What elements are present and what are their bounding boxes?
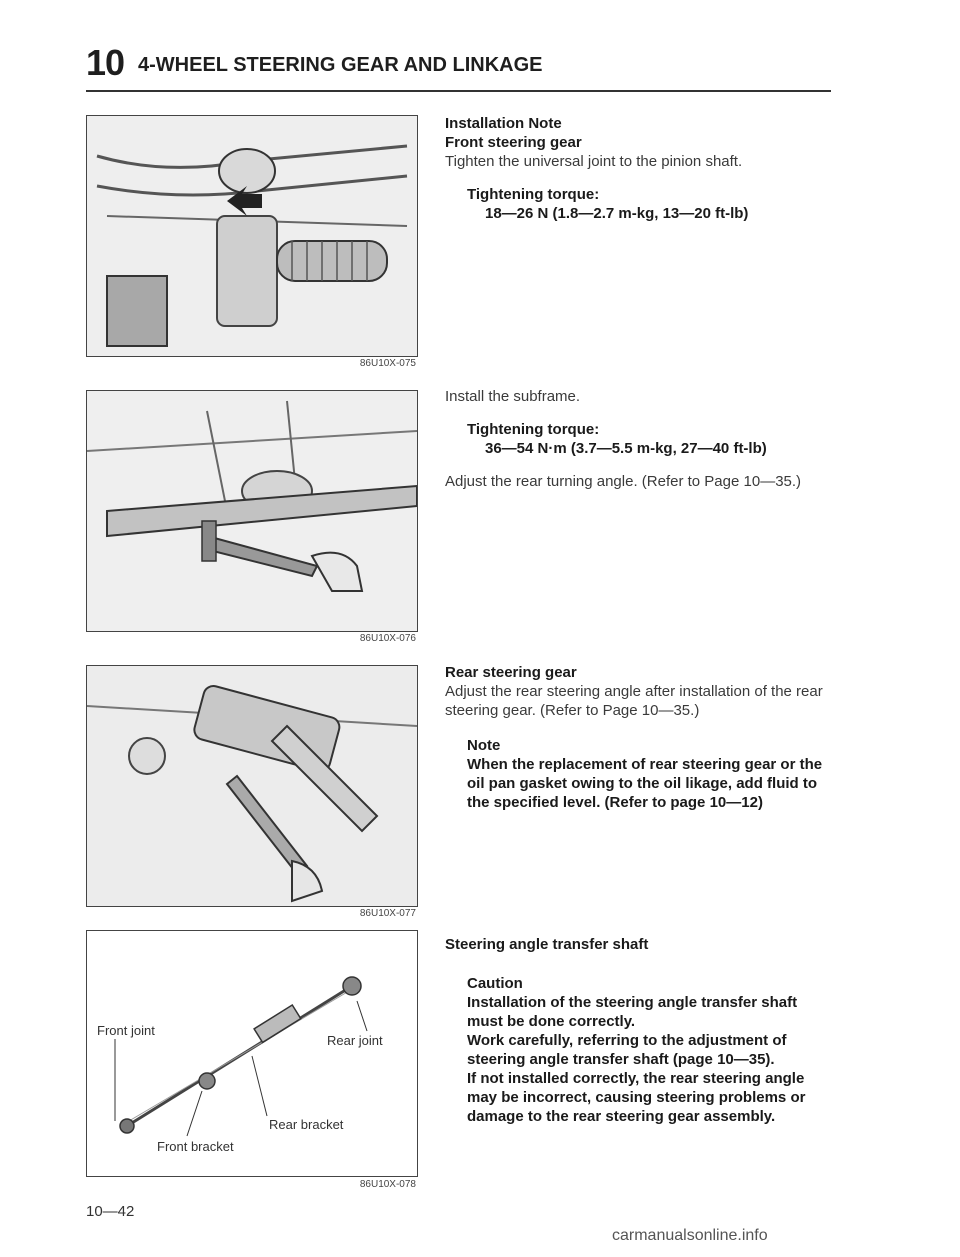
label-rear-joint: Rear joint — [327, 1033, 383, 1048]
watermark: carmanualsonline.info — [612, 1227, 768, 1244]
figure-subframe — [86, 390, 418, 632]
section-heading: Installation Note — [445, 115, 562, 132]
section-heading: Rear steering gear — [445, 664, 577, 681]
rear-steering-gear-illustration — [87, 666, 417, 906]
instruction-text: Adjust the rear steering angle after installation of the rear steering gear. (Refer to Page 10—35.) — [445, 683, 823, 719]
caution-text: Work carefully, referring to the adjustment of steering angle transfer shaft (page 10—35). — [467, 1032, 787, 1068]
caution-text: Installation of the steering angle transfer shaft must be done correctly. — [467, 994, 798, 1030]
chapter-header — [86, 40, 831, 92]
section-transfer-shaft — [445, 935, 835, 1126]
transfer-shaft-illustration — [87, 931, 417, 1176]
section-subframe — [445, 387, 835, 491]
front-steering-gear-illustration — [87, 116, 417, 356]
section-installation-note — [445, 114, 835, 223]
figure-code: 86U10X-077 — [359, 908, 416, 919]
page-number: 10—42 — [86, 1203, 135, 1220]
instruction-text: Tighten the universal joint to the pinion shaft. — [445, 153, 743, 170]
caution-heading: Caution — [467, 975, 523, 992]
section-heading: Steering angle transfer shaft — [445, 936, 649, 953]
figure-front-steering-gear — [86, 115, 418, 357]
instruction-text: Install the subframe. — [445, 388, 581, 405]
label-front-bracket: Front bracket — [157, 1139, 234, 1154]
label-rear-bracket: Rear bracket — [269, 1117, 344, 1132]
torque-value: 36—54 N·m (3.7—5.5 m-kg, 27—40 ft-lb) — [485, 440, 767, 457]
torque-label: Tightening torque: — [467, 186, 600, 203]
section-rear-steering-gear — [445, 663, 835, 812]
note-text: When the replacement of rear steering gear or the oil pan gasket owing to the oil likage, add fluid to the specified level. (Refer to page 10—12) — [467, 756, 823, 811]
torque-label: Tightening torque: — [467, 421, 600, 438]
instruction-text: Adjust the rear turning angle. (Refer to Page 10—35.) — [445, 473, 802, 490]
figure-code: 86U10X-078 — [359, 1179, 416, 1190]
chapter-number: 10 — [86, 42, 125, 83]
caution-text: If not installed correctly, the rear steering angle may be incorrect, causing steering problems or damage to the rear steering gear assembly. — [467, 1070, 806, 1125]
subframe-illustration — [87, 391, 417, 631]
section-subheading: Front steering gear — [445, 134, 582, 151]
torque-value: 18—26 N (1.8—2.7 m-kg, 13—20 ft-lb) — [485, 205, 749, 222]
figure-rear-steering-gear — [86, 665, 418, 907]
label-front-joint: Front joint — [97, 1023, 155, 1038]
figure-transfer-shaft — [86, 930, 418, 1177]
note-heading: Note — [467, 737, 501, 754]
figure-code: 86U10X-076 — [359, 633, 416, 644]
chapter-title: 4-WHEEL STEERING GEAR AND LINKAGE — [138, 54, 543, 76]
figure-code: 86U10X-075 — [359, 358, 416, 369]
